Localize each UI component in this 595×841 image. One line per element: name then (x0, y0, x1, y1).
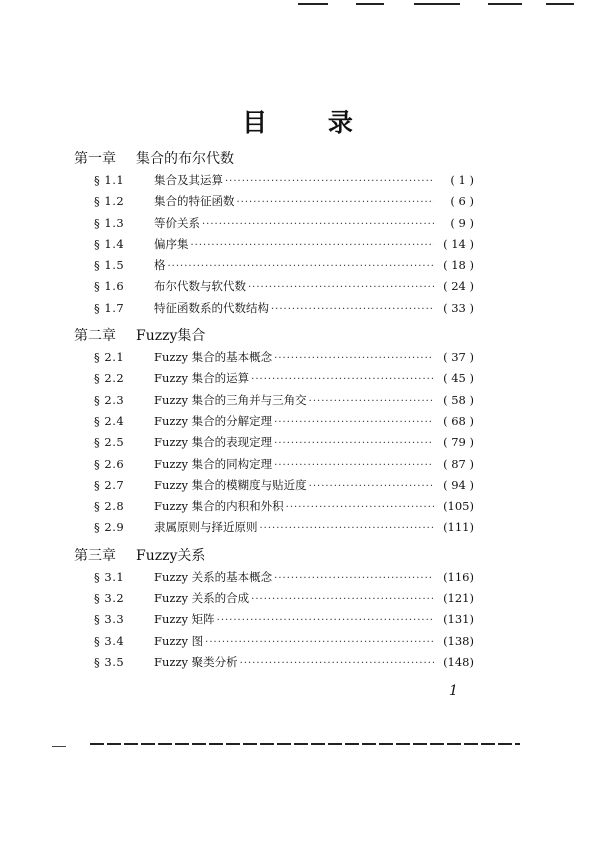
dot-leader (248, 277, 434, 298)
page-reference: (116) (443, 569, 474, 584)
chapter-title: Fuzzy集合 (136, 328, 206, 345)
toc-entry[interactable] (74, 496, 474, 517)
section-number: § 3.5 (94, 654, 125, 669)
page-reference: ( 79 ) (443, 435, 474, 450)
page-reference: (111) (443, 520, 474, 535)
dot-leader (274, 455, 434, 476)
page-reference: (138) (443, 633, 474, 648)
chapter-number: 第二章 (74, 328, 116, 345)
toc-entry[interactable] (74, 170, 474, 191)
page-reference: ( 1 ) (450, 173, 474, 187)
section-title: Fuzzy 集合的运算 (154, 371, 250, 386)
section-number: § 1.1 (94, 173, 125, 187)
section-number: § 3.1 (94, 569, 125, 584)
page-reference: ( 14 ) (443, 236, 474, 251)
toc-entry[interactable] (74, 213, 474, 234)
dot-leader (202, 214, 434, 235)
page-reference: ( 58 ) (443, 392, 474, 407)
toc-entry[interactable] (74, 517, 474, 538)
dot-leader (274, 568, 434, 589)
section-number: § 3.2 (94, 591, 125, 606)
section-title: 集合及其运算 (154, 173, 223, 187)
page-reference: ( 68 ) (443, 413, 474, 428)
section-number: § 2.8 (94, 499, 125, 514)
dot-leader (191, 235, 435, 256)
chapter-title: 集合的布尔代数 (136, 151, 234, 167)
section-title: Fuzzy 矩阵 (154, 612, 215, 627)
dot-leader (260, 518, 435, 539)
toc-entry[interactable] (74, 234, 474, 255)
section-number: § 2.7 (94, 477, 125, 492)
section-title: Fuzzy 集合的同构定理 (154, 456, 273, 471)
section-number: § 1.7 (94, 300, 125, 315)
chapter-heading[interactable] (74, 148, 474, 170)
dot-leader (271, 299, 434, 320)
chapter-title: Fuzzy关系 (136, 547, 206, 564)
section-number: § 1.4 (94, 236, 125, 251)
section-number: § 2.4 (94, 413, 125, 428)
chapter-number: 第一章 (74, 151, 116, 167)
section-title: 特征函数系的代数结构 (154, 300, 269, 315)
chapter-number: 第三章 (74, 547, 116, 564)
section-number: § 2.3 (94, 392, 125, 407)
page-reference: (131) (443, 612, 474, 627)
section-title: 隶属原则与择近原则 (154, 520, 258, 535)
section-title: Fuzzy 关系的基本概念 (154, 569, 273, 584)
section-number: § 2.1 (94, 350, 125, 365)
section-number: § 2.9 (94, 520, 125, 535)
dot-leader (286, 497, 434, 518)
chapter-heading[interactable] (74, 325, 474, 347)
page-reference: ( 87 ) (443, 456, 474, 471)
section-number: § 3.4 (94, 633, 125, 648)
toc-entry[interactable] (74, 347, 474, 368)
page-reference: ( 6 ) (450, 194, 474, 209)
section-number: § 1.3 (94, 215, 125, 230)
section-title: Fuzzy 集合的模糊度与贴近度 (154, 477, 307, 492)
bottom-rule-fragment (52, 746, 66, 747)
page-reference: ( 9 ) (450, 215, 474, 230)
toc-entry[interactable] (74, 298, 474, 319)
section-title: 格 (154, 258, 166, 273)
section-title: Fuzzy 集合的三角并与三角交 (154, 392, 307, 407)
dot-leader (237, 192, 435, 213)
dot-leader (168, 256, 435, 277)
dot-leader (309, 476, 434, 497)
section-title: Fuzzy 图 (154, 633, 204, 648)
toc-entry[interactable] (74, 368, 474, 389)
dot-leader (274, 433, 434, 454)
toc-entry[interactable] (74, 588, 474, 609)
toc-entry[interactable] (74, 631, 474, 652)
page-reference: (105) (443, 499, 474, 514)
section-title: Fuzzy 集合的表现定理 (154, 435, 273, 450)
section-number: § 3.3 (94, 612, 125, 627)
toc-entry[interactable] (74, 390, 474, 411)
section-title: 等价关系 (154, 215, 200, 230)
section-number: § 1.6 (94, 279, 125, 294)
dot-leader (225, 171, 434, 192)
section-title: Fuzzy 关系的合成 (154, 591, 250, 606)
dot-leader (205, 632, 434, 653)
dot-leader (274, 412, 434, 433)
section-title: Fuzzy 集合的基本概念 (154, 350, 273, 365)
page-reference: ( 33 ) (443, 300, 474, 315)
page-reference: ( 94 ) (443, 477, 474, 492)
section-number: § 1.5 (94, 258, 125, 273)
section-number: § 2.2 (94, 371, 125, 386)
section-number: § 1.2 (94, 194, 125, 209)
section-title: 偏序集 (154, 236, 189, 251)
chapter-heading[interactable] (74, 545, 474, 567)
toc-entry[interactable] (74, 411, 474, 432)
table-of-contents (74, 148, 474, 673)
section-title: 集合的特征函数 (154, 194, 235, 209)
page-reference: ( 18 ) (443, 258, 474, 273)
page-title: 目 录 (242, 108, 379, 137)
toc-entry[interactable] (74, 567, 474, 588)
dot-leader (274, 348, 434, 369)
bottom-rule (90, 743, 520, 745)
section-number: § 2.5 (94, 435, 125, 450)
dot-leader (309, 391, 434, 412)
toc-entry[interactable] (74, 652, 474, 673)
toc-entry[interactable] (74, 432, 474, 453)
page-number: 1 (449, 683, 458, 699)
toc-entry[interactable] (74, 276, 474, 297)
page-reference: ( 45 ) (443, 371, 474, 386)
dot-leader (251, 369, 434, 390)
toc-entry[interactable] (74, 191, 474, 212)
dot-leader (251, 589, 434, 610)
page-reference: ( 24 ) (443, 279, 474, 294)
section-title: Fuzzy 集合的内积和外积 (154, 499, 284, 514)
toc-entry[interactable] (74, 475, 474, 496)
toc-entry[interactable] (74, 255, 474, 276)
section-title: Fuzzy 集合的分解定理 (154, 413, 273, 428)
scan-edge-marks (0, 0, 595, 8)
page-reference: (121) (443, 591, 474, 606)
dot-leader (240, 653, 434, 674)
page-reference: (148) (443, 654, 474, 669)
dot-leader (217, 610, 434, 631)
toc-entry[interactable] (74, 609, 474, 630)
section-title: 布尔代数与软代数 (154, 279, 246, 294)
section-number: § 2.6 (94, 456, 125, 471)
page-reference: ( 37 ) (443, 350, 474, 365)
section-title: Fuzzy 聚类分析 (154, 654, 238, 669)
toc-entry[interactable] (74, 454, 474, 475)
